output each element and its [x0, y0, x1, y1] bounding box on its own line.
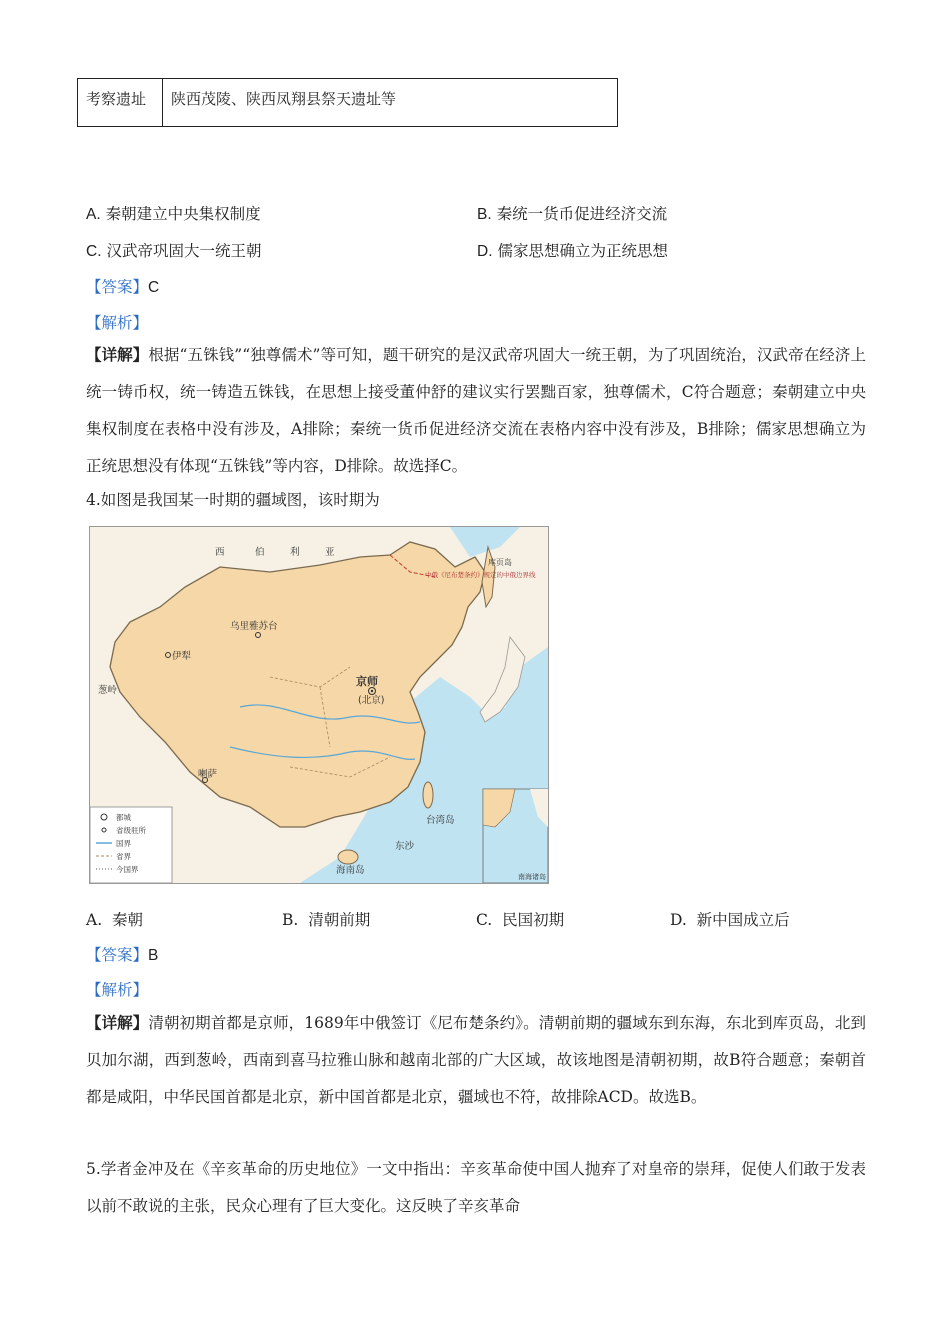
q4-stem: 4.如图是我国某一时期的疆域图，该时期为: [86, 491, 380, 509]
q4-option-a: A. 秦朝: [86, 911, 143, 929]
survey-table: [77, 78, 618, 127]
legend-national-border: 国界: [116, 839, 131, 848]
q3-option-d: D. 儒家思想确立为正统思想: [477, 242, 668, 260]
q3-option-a: A. 秦朝建立中央集权制度: [86, 205, 261, 223]
legend-provincial-seat: 省级驻所: [116, 826, 146, 835]
q4-option-d: D. 新中国成立后: [670, 911, 790, 929]
map-label-ili: 伊犁: [172, 651, 192, 662]
inset-label: 南海诸岛: [518, 873, 546, 881]
map-label-ya: 亚: [325, 547, 335, 558]
map-label-congling: 葱岭: [98, 685, 118, 696]
q3-detail: 【详解】根据“五铢钱”“独尊儒术”等可知，题干研究的是汉武帝巩固大一统王朝，为了巩固统治，汉武帝在经济上统一铸币权，统一铸造五铢钱，在思想上接受董仲舒的建议实行罢黜百家，独尊儒术，C符合题意；秦朝建立中央集权制度在表格中没有涉及，A排除；秦统一货币促进经济交流在表格内容中没有涉及，B排除；儒家思想确立为正统思想没有体现“五铢钱”等内容，D排除。故选择C。: [86, 345, 866, 475]
survey-table-label: 考察遗址: [78, 79, 163, 127]
map-label-dongsha: 东沙: [395, 841, 415, 852]
map-label-li: 利: [290, 547, 300, 558]
q3-option-b: B. 秦统一货币促进经济交流: [477, 205, 668, 223]
map-legend: [90, 807, 172, 883]
map-inset: [483, 789, 548, 883]
q4-analysis-tag: 【解析】: [86, 981, 149, 999]
map-label-beijing: (北京): [358, 695, 385, 706]
map-label-nerchinsk: 中俄《尼布楚条约》规定的中俄边界线: [425, 571, 536, 579]
q3-option-c: C. 汉武帝巩固大一统王朝: [86, 242, 262, 260]
qing-territory-map: [89, 526, 549, 884]
legend-today-border: 今国界: [116, 865, 139, 874]
legend-capital: 都城: [116, 813, 131, 822]
map-label-hainan: 海南岛: [336, 865, 365, 876]
q3-answer: 【答案】C: [86, 278, 160, 296]
q4-option-b: B. 清朝前期: [282, 911, 371, 929]
q5-stem: 5.学者金冲及在《辛亥革命的历史地位》一文中指出：辛亥革命使中国人抛弃了对皇帝的崇拜，促使人们敢于发表以前不敢说的主张，民众心理有了巨大变化。这反映了辛亥革命: [86, 1160, 866, 1215]
map-label-xi: 西: [215, 547, 225, 558]
map-label-taiwan: 台湾岛: [426, 815, 455, 826]
q4-detail: 【详解】清朝初期首都是京师，1689年中俄签订《尼布楚条约》。清朝前期的疆域东到东海，东北到库页岛，北到贝加尔湖，西到葱岭，西南到喜马拉雅山脉和越南北部的广大区域，故该地图是清朝初期，故B符合题意；秦朝首都是咸阳，中华民国首都是北京，新中国首都是北京，疆域也不符，故排除ACD。故选B。: [86, 1013, 866, 1106]
map-label-bo: 伯: [255, 547, 265, 558]
map-label-lasa: 喇萨: [198, 769, 218, 780]
q4-answer: 【答案】B: [86, 946, 159, 964]
q3-analysis-tag: 【解析】: [86, 314, 149, 332]
map-label-uliastai: 乌里雅苏台: [230, 621, 278, 632]
legend-provincial-border: 省界: [116, 852, 131, 861]
q4-option-c: C. 民国初期: [476, 911, 565, 929]
survey-table-value: 陕西茂陵、陕西凤翔县祭天遗址等: [163, 79, 618, 127]
map-label-jingshi: 京师: [356, 675, 378, 688]
map-label-kuye: 库页岛: [488, 558, 512, 567]
